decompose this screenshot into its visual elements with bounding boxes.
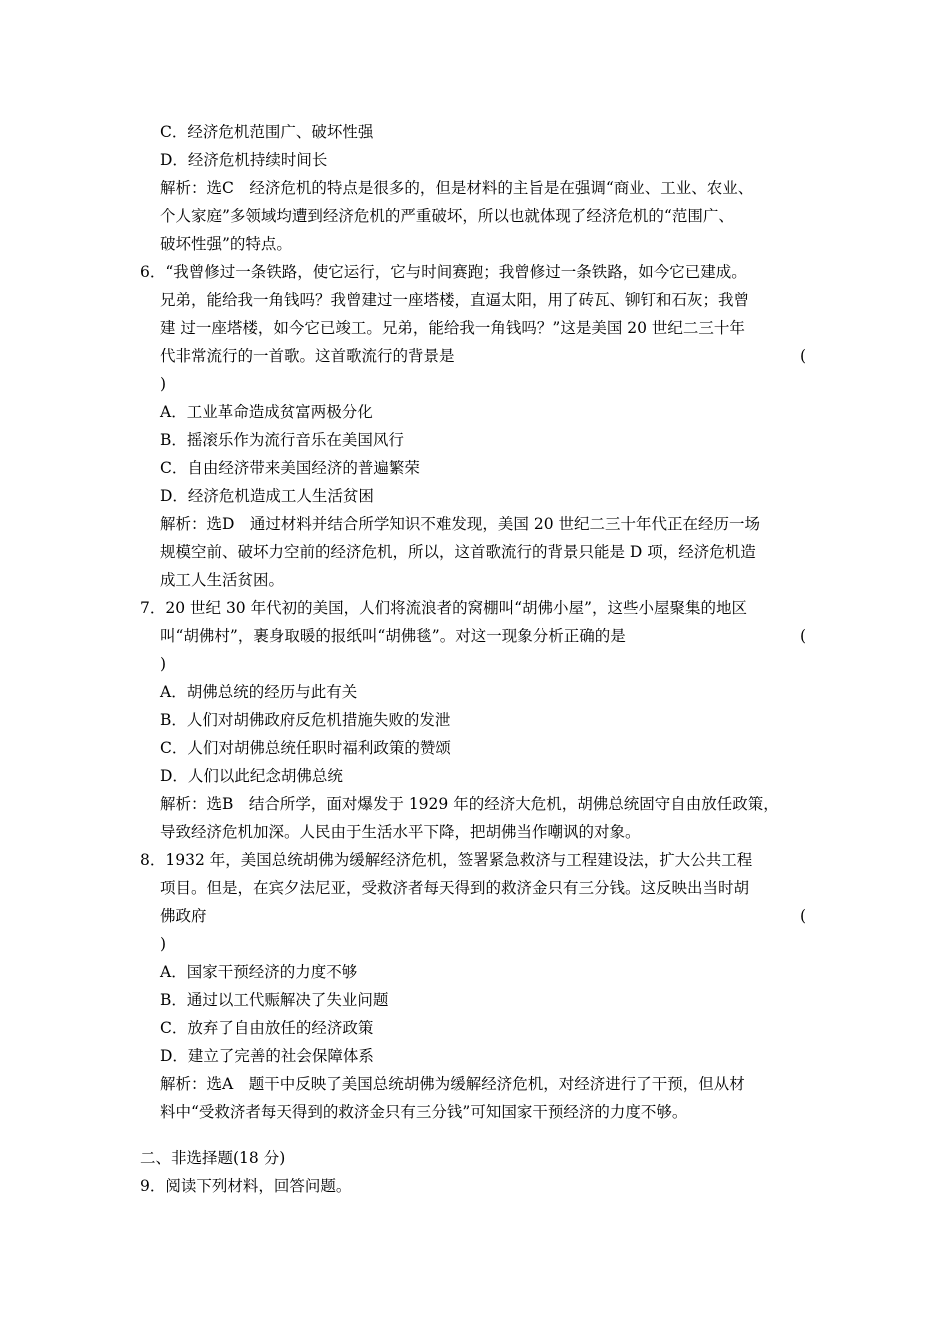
q7-answer-paren-open: ( [800,627,807,645]
q7-stem-line-1: 7．20 世纪 30 年代初的美国，人们将流浪者的窝棚叫“胡佛小屋”，这些小屋聚集的地区 [140,599,747,617]
q8-option-b: B．通过以工代赈解决了失业问题 [160,991,389,1009]
q5-option-c: C．经济危机范围广、破坏性强 [160,123,374,141]
q8-analysis-line-2: 料中“受救济者每天得到的救济金只有三分钱”可知国家干预经济的力度不够。 [160,1103,688,1121]
q8-option-d: D．建立了完善的社会保障体系 [160,1047,374,1065]
q8-stem-line-2: 项目。但是，在宾夕法尼亚，受救济者每天得到的救济金只有三分钱。这反映出当时胡 [160,879,750,897]
q7-answer-paren-close: ) [160,655,167,673]
q7-stem-line-2: 叫“胡佛村”，裹身取暖的报纸叫“胡佛毯”。对这一现象分析正确的是 [160,627,626,645]
q7-analysis-line-2: 导致经济危机加深。人民由于生活水平下降，把胡佛当作嘲讽的对象。 [160,823,641,841]
q8-answer-paren-close: ) [160,935,167,953]
q5-analysis-line-1: 解析：选C 经济危机的特点是很多的，但是材料的主旨是在强调“商业、工业、农业、 [160,179,754,197]
q6-stem-line-3: 建 过一座塔楼，如今它已竣工。兄弟，能给我一角钱吗？”这是美国 20 世纪二三十年 [160,319,745,337]
q6-option-b: B．摇滚乐作为流行音乐在美国风行 [160,431,404,449]
section-heading: 二、非选择题(18 分) [140,1149,286,1167]
q7-option-a: A．胡佛总统的经历与此有关 [160,683,358,701]
q6-analysis-line-2: 规模空前、破坏力空前的经济危机，所以，这首歌流行的背景只能是 D 项，经济危机造 [160,543,756,561]
q6-option-d: D．经济危机造成工人生活贫困 [160,487,374,505]
q6-answer-paren-close: ) [160,375,167,393]
q7-option-c: C．人们对胡佛总统任职时福利政策的赞颂 [160,739,451,757]
q7-option-b: B．人们对胡佛政府反危机措施失败的发泄 [160,711,451,729]
q5-option-d: D．经济危机持续时间长 [160,151,328,169]
q8-option-a: A．国家干预经济的力度不够 [160,963,358,981]
q6-analysis-line-3: 成工人生活贫困。 [160,571,285,589]
q7-analysis-line-1: 解析：选B 结合所学，面对爆发于 1929 年的经济大危机，胡佛总统固守自由放任政策， [160,795,779,813]
q9-stem: 9．阅读下列材料，回答问题。 [140,1177,352,1195]
q6-stem-line-4: 代非常流行的一首歌。这首歌流行的背景是 [160,347,455,365]
q6-answer-paren-open: ( [800,347,807,365]
q5-analysis-line-2: 个人家庭”多领域均遭到经济危机的严重破坏，所以也就体现了经济危机的“范围广、 [160,207,734,225]
q8-answer-paren-open: ( [800,907,807,925]
q6-option-a: A．工业革命造成贫富两极分化 [160,403,373,421]
q6-option-c: C．自由经济带来美国经济的普遍繁荣 [160,459,420,477]
q6-analysis-line-1: 解析：选D 通过材料并结合所学知识不难发现，美国 20 世纪二三十年代正在经历一场 [160,515,761,533]
q8-analysis-line-1: 解析：选A 题干中反映了美国总统胡佛为缓解经济危机，对经济进行了干预，但从材 [160,1075,745,1093]
q8-stem-line-3: 佛政府 [160,907,207,925]
q7-option-d: D．人们以此纪念胡佛总统 [160,767,343,785]
q6-stem-line-1: 6．“我曾修过一条铁路，使它运行，它与时间赛跑；我曾修过一条铁路，如今它已建成。 [140,263,747,281]
q8-stem-line-1: 8．1932 年，美国总统胡佛为缓解经济危机，签署紧急救济与工程建设法，扩大公共工程 [140,851,753,869]
q5-analysis-line-3: 破坏性强”的特点。 [160,235,292,253]
q8-option-c: C．放弃了自由放任的经济政策 [160,1019,374,1037]
q6-stem-line-2: 兄弟，能给我一角钱吗？我曾建过一座塔楼，直逼太阳，用了砖瓦、铆钉和石灰；我曾 [160,291,750,309]
